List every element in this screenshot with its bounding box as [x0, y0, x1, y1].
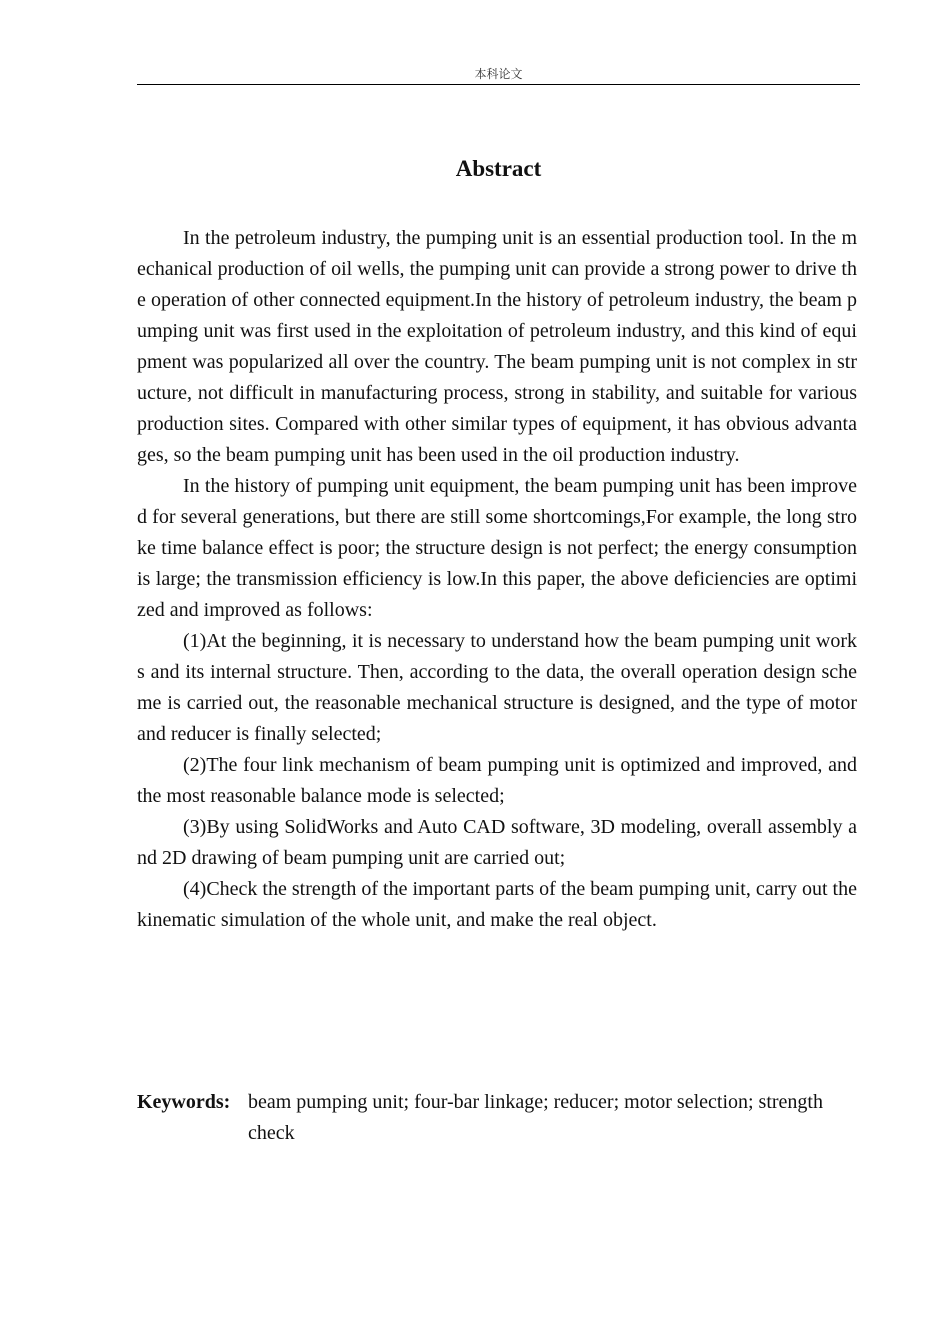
abstract-paragraph-1: In the petroleum industry, the pumping unit is an essential production tool. In the mechanical production of oil wells, the pumping unit can provide a strong power to drive the operation of other connected equipment.In the history of petroleum industry, the beam pumping unit was first used in the exploitation of petroleum industry, and this kind of equipment was popularized all over the country. The beam pumping unit is not complex in structure, not difficult in manufacturing process, strong in stability, and suitable for various production sites. Compared with other similar types of equipment, it has obvious advantages, so the beam pumping unit has been used in the oil production industry.: [137, 227, 857, 466]
keywords-block: [137, 1087, 857, 1149]
keywords-value: beam pumping unit; four-bar linkage; reducer; motor selection; strength check: [248, 1091, 823, 1144]
keywords-label: Keywords:: [137, 1091, 231, 1113]
running-header: 本科论文: [474, 67, 523, 81]
abstract-body: [137, 223, 857, 936]
abstract-item-4: (4)Check the strength of the important parts of the beam pumping unit, carry out the kinematic simulation of the whole unit, and make the real object.: [137, 878, 857, 931]
abstract-item-3: (3)By using SolidWorks and Auto CAD software, 3D modeling, overall assembly and 2D drawing of beam pumping unit are carried out;: [137, 816, 857, 869]
abstract-item-1: (1)At the beginning, it is necessary to understand how the beam pumping unit works and its internal structure. Then, according to the data, the overall operation design scheme is carried out, the reasonable mechanical structure is designed, and the type of motor and reducer is finally selected;: [137, 630, 857, 745]
header-rule: [137, 84, 860, 85]
abstract-paragraph-2: In the history of pumping unit equipment, the beam pumping unit has been improved for several generations, but there are still some shortcomings,For example, the long stroke time balance effect is poor; the structure design is not perfect; the energy consumption is large; the transmission efficiency is low.In this paper, the above deficiencies are optimized and improved as follows:: [137, 475, 857, 621]
abstract-item-2: (2)The four link mechanism of beam pumping unit is optimized and improved, and the most reasonable balance mode is selected;: [137, 754, 857, 807]
abstract-title: Abstract: [455, 156, 542, 181]
